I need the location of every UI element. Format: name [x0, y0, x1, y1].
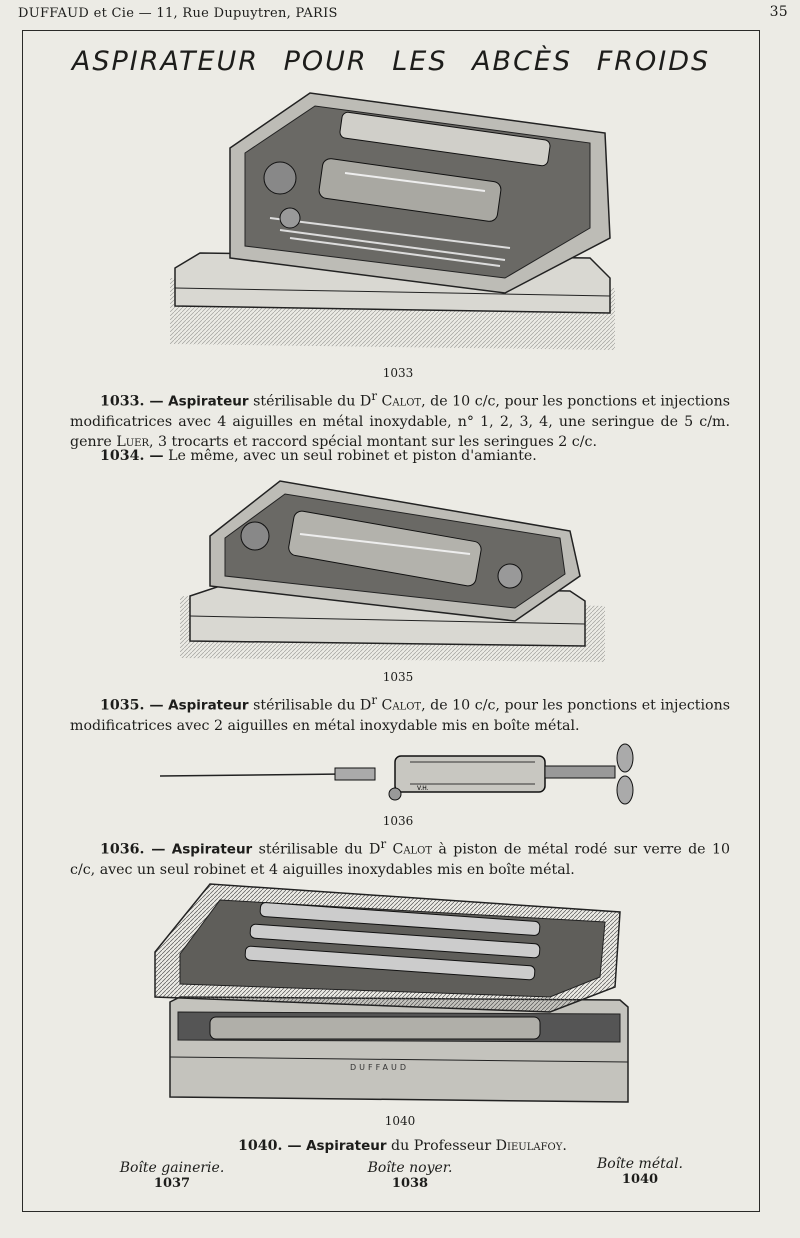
- item-text: stérilisable du D: [248, 697, 372, 714]
- item-text: .: [562, 1138, 567, 1154]
- doctor-name: Calot: [376, 393, 422, 410]
- superscript: r: [371, 389, 377, 403]
- item-number: 1033. —: [100, 393, 164, 410]
- professor-name: Dieulafoy: [495, 1138, 563, 1154]
- doctor-name: Calot: [386, 841, 433, 858]
- box-option-noyer: [330, 1160, 490, 1191]
- item-keyword: Aspirateur: [171, 841, 253, 858]
- box-option-gainerie: [92, 1160, 252, 1191]
- figure-1036-illustration: [155, 738, 650, 808]
- item-text: à piston de métal rodé sur verre de 10 c/c, avec un seul robinet et 4 aiguilles inoxydables mis en boîte métal.: [70, 841, 730, 878]
- figure-number-1033: 1033: [382, 366, 414, 380]
- item-1040-description: [238, 1136, 658, 1156]
- doctor-name: Calot: [376, 697, 422, 714]
- item-number: 1036. —: [100, 841, 166, 858]
- figure-1040-illustration: [150, 882, 640, 1107]
- box-label: Boîte noyer.: [367, 1160, 453, 1176]
- item-text: , de 10 c/c, pour les ponctions et injections modificatrices avec 2 aiguilles en métal inoxydable mis en boîte métal.: [70, 697, 730, 734]
- figure-number-1040: 1040: [384, 1114, 416, 1128]
- box-number: 1038: [391, 1176, 429, 1191]
- box-number: 1040: [621, 1172, 659, 1187]
- item-text: stérilisable du D: [248, 393, 372, 410]
- figure-number-1036: 1036: [382, 814, 414, 828]
- item-1035-description: [70, 690, 730, 736]
- running-header: [18, 4, 788, 24]
- publisher-line: DUFFAUD et Cie — 11, Rue Dupuytren, PARIS: [18, 6, 338, 21]
- item-1036-description: [70, 834, 730, 880]
- item-1034-description: [70, 446, 730, 466]
- luer-name: Luer: [116, 433, 149, 450]
- superscript: r: [380, 837, 387, 851]
- item-keyword: Aspirateur: [306, 1138, 387, 1154]
- page-title: ASPIRATEUR POUR LES ABCÈS FROIDS: [71, 46, 711, 77]
- item-text: Le même, avec un seul robinet et piston d'amiante.: [163, 448, 537, 464]
- item-text: stérilisable du D: [252, 841, 381, 858]
- page-number: 35: [769, 4, 788, 20]
- item-keyword: Aspirateur: [168, 697, 249, 714]
- item-text: du Professeur: [386, 1138, 496, 1154]
- figure-1033-illustration: [170, 88, 630, 358]
- item-number: 1040. —: [238, 1138, 302, 1154]
- item-number: 1034. —: [100, 448, 164, 464]
- item-keyword: Aspirateur: [168, 393, 249, 410]
- figure-1035-illustration: [180, 476, 610, 666]
- box-number: 1037: [153, 1176, 191, 1191]
- box-option-metal: [560, 1156, 720, 1187]
- item-text: , de 10 c/c, pour les ponctions et injections modificatrices avec 4 aiguilles en métal inoxydable, n° 1, 2, 3, 4, une seringue de 5 c/m. genre: [70, 393, 730, 450]
- box-label: Boîte métal.: [596, 1156, 684, 1172]
- box-label: Boîte gainerie.: [119, 1160, 225, 1176]
- box-engraving: DUFFAUD: [350, 1063, 409, 1072]
- figure-number-1035: 1035: [382, 670, 414, 684]
- item-1033-description: [70, 386, 730, 452]
- superscript: r: [371, 693, 377, 707]
- engraver-mark: V.H.: [417, 785, 429, 792]
- item-text: , 3 trocarts et raccord spécial montant sur les seringues 2 c/c.: [149, 433, 597, 450]
- item-number: 1035. —: [100, 697, 164, 714]
